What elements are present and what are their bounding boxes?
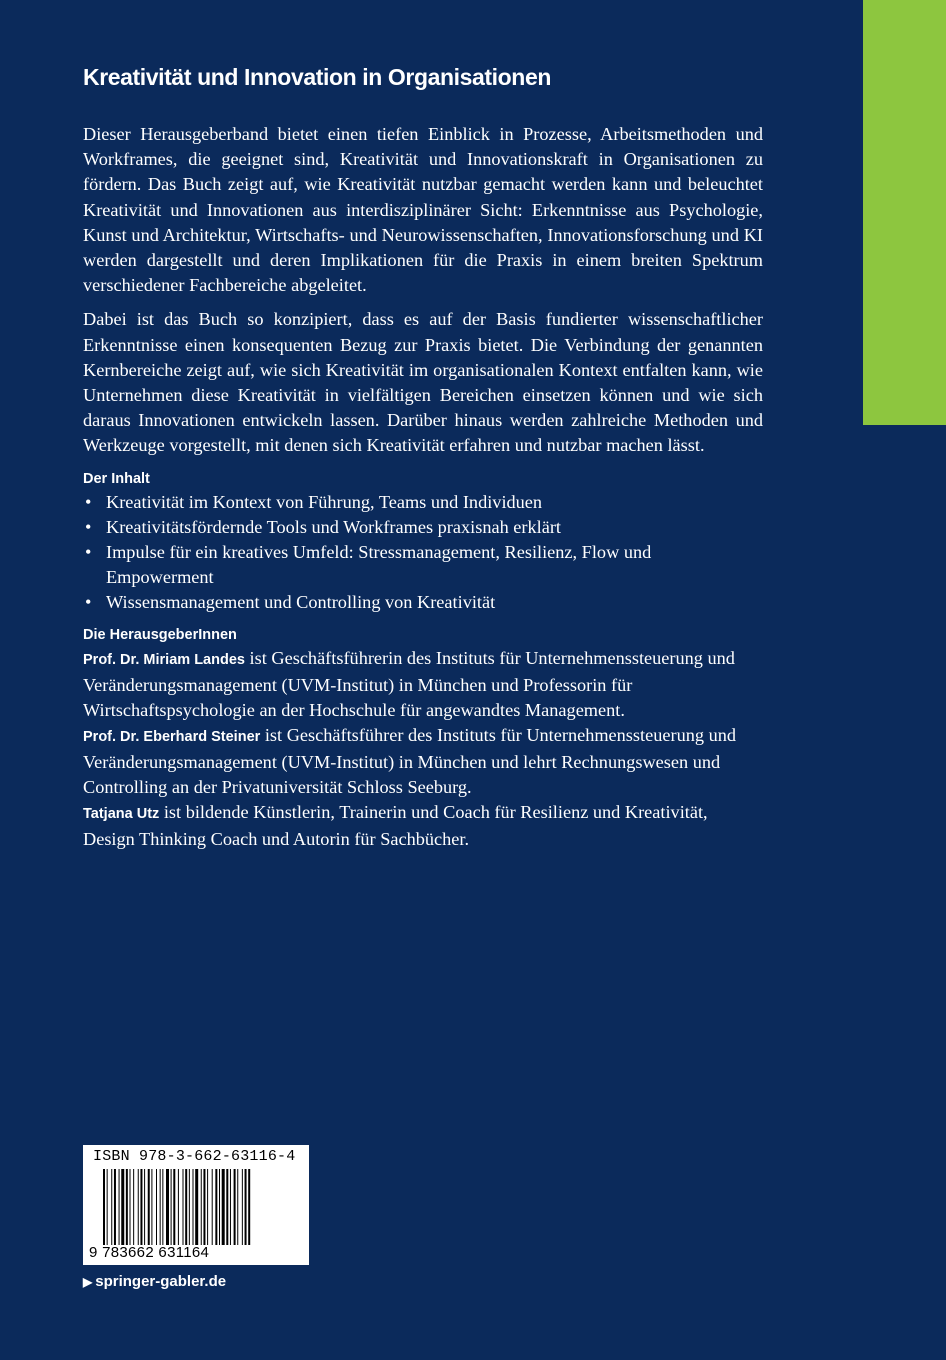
barcode-bar [185,1169,187,1245]
editor-bio-utz [83,800,763,852]
editor-text: ist Geschäftsführer des Instituts für Unternehmenssteuerung und Veränderungsmanagement (UVM-Institut) in München und lehrt Rechnungswesen und Controlling an der Privatuniversität Schloss Seeburg. [83,724,736,797]
barcode-bar [107,1169,108,1245]
editor-bio-landes [83,646,763,723]
barcode-bar [203,1169,205,1245]
barcode-bar [178,1169,179,1245]
publisher-footer [83,1273,226,1290]
list-item: • Wissensmanagement und Controlling von Kreativität [83,590,763,615]
barcode-bar [130,1169,131,1245]
barcode-bar [162,1169,163,1245]
barcode-bar [173,1169,175,1245]
barcode-bar [126,1169,128,1245]
barcode-bar [133,1169,134,1245]
editor-name: Prof. Dr. Miriam Landes [83,651,245,668]
list-item: • Impulse für ein kreatives Umfeld: Stressmanagement, Resilienz, Flow und Empowerment [83,540,763,590]
play-arrow-icon: ▶ [83,1275,93,1289]
barcode-bar [144,1169,145,1245]
description-paragraph-2: Dabei ist das Buch so konzipiert, dass es auf der Basis fundierter wissenschaftlicher Erkenntnisse einen konsequenten Bezug zur Praxis bietet. Die Verbindung der genannten Kernbereiche zeigt auf, wie sich Kreativität im organisationalen Kontext entfalten kann, wie Unternehmen diese Kreativität in vielfältigen Bereichen einsetzen können und wie sich daraus Innovationen entwickeln lassen. Darüber hinaus werden zahlreiche Methoden und Werkzeuge vorgestellt, mit denen sich Kreativität erfahren und nutzbar machen lässt. [83,309,763,456]
editor-name: Prof. Dr. Eberhard Steiner [83,728,261,745]
barcode-bar [189,1169,190,1245]
list-item: • Kreativitätsfördernde Tools und Workframes praxisnah erklärt [83,515,763,540]
barcode-bar [151,1169,152,1245]
editor-text: ist bildende Künstlerin, Trainerin und Coach für Resilienz und Kreativität, Design Thinking Coach und Autorin für Sachbücher. [83,801,708,849]
barcode-bar [222,1169,225,1245]
description-paragraph-1: Dieser Herausgeberband bietet einen tiefen Einblick in Prozesse, Arbeitsmethoden und Workframes, die geeignet sind, Kreativität und Innovationskraft in Organisationen zu fördern. Das Buch zeigt auf, wie Kreativität nutzbar gemacht werden kann und beleuchtet Kreativität und Innovationen aus interdisziplinärer Sicht: Erkenntnisse aus Psychologie, Kunst und Architektur, Wirtschafts- und Neurowissenschaften, Innovationsforschung und KI werden dargestellt und deren Implikationen für die Praxis in einem breiten Spektrum verschiedener Fachbereiche abgeleitet. [83,124,763,296]
barcode-bar [219,1169,220,1245]
isbn-barcode [83,1145,309,1265]
book-title: Kreativität und Innovation in Organisationen [83,64,551,90]
barcode-bar [248,1169,250,1245]
contents-list [83,490,763,615]
barcode-bar [242,1169,243,1245]
publisher-url: springer-gabler.de [95,1273,227,1290]
editors-heading: Die HerausgeberInnen [83,626,237,643]
barcode-bar [121,1169,124,1245]
barcode-bar [166,1169,169,1245]
accent-bar [863,0,946,425]
editor-bio-steiner [83,723,763,800]
barcode-bars [103,1169,293,1245]
barcode-bar [156,1169,157,1245]
barcode-bar [234,1169,236,1245]
barcode-bar [114,1169,116,1245]
barcode-bar [207,1169,208,1245]
barcode-bar [201,1169,202,1245]
barcode-bar [195,1169,198,1245]
barcode-bar [183,1169,184,1245]
barcode-bar [171,1169,172,1245]
barcode-bar [103,1169,105,1245]
barcode-bar [226,1169,228,1245]
barcode-bar [138,1169,139,1245]
barcode-bar [160,1169,161,1245]
barcode-digits: 9 783662 631164 [89,1244,210,1261]
list-item: • Kreativität im Kontext von Führung, Teams und Individuen [83,490,763,515]
barcode-bar [245,1169,247,1245]
contents-heading: Der Inhalt [83,470,150,487]
barcode-bar [237,1169,238,1245]
back-cover-content [83,62,763,852]
barcode-bar [230,1169,231,1245]
barcode-bar [148,1169,150,1245]
barcode-bar [215,1169,217,1245]
barcode-bar [111,1169,112,1245]
barcode-bar [193,1169,194,1245]
barcode-bar [119,1169,120,1245]
barcode-bar [212,1169,213,1245]
isbn-label: ISBN 978-3-662-63116-4 [93,1148,296,1165]
editor-name: Tatjana Utz [83,805,160,822]
editor-text: ist Geschäftsführerin des Instituts für Unternehmenssteuerung und Veränderungsmanagement (UVM-Institut) in München und Professorin für Wirtschaftspsychologie an der Hochschule für angewandtes Management. [83,647,735,720]
barcode-bar [140,1169,142,1245]
